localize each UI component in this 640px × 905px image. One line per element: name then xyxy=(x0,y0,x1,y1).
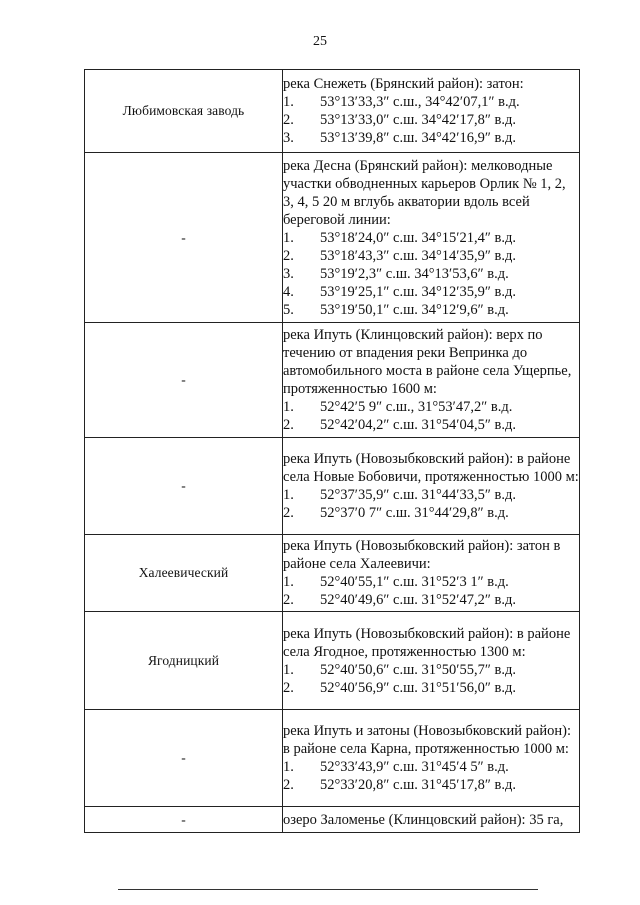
area-name-cell: - xyxy=(85,710,283,807)
area-name-cell: - xyxy=(85,807,283,833)
coordinate-number: 2. xyxy=(283,679,294,696)
coordinate-value: 53°13′33,3″ с.ш., 34°42′07,1″ в.д. xyxy=(320,94,520,110)
coordinate-number: 2. xyxy=(283,505,294,521)
area-description: озеро Заломенье (Клинцовский район): 35 га, xyxy=(283,811,564,828)
area-name-cell: - xyxy=(85,323,283,438)
coordinate-value: 52°33′20,8″ с.ш. 31°45′17,8″ в.д. xyxy=(320,777,516,793)
page-number: 25 xyxy=(313,34,327,49)
coordinate-value: 53°18′24,0″ с.ш. 34°15′21,4″ в.д. xyxy=(320,229,516,246)
area-description-cell xyxy=(283,70,580,153)
coordinate-value: 52°40′49,6″ с.ш. 31°52′47,2″ в.д. xyxy=(320,592,516,608)
coordinate-item xyxy=(283,111,579,129)
coordinate-value: 53°19′25,1″ с.ш. 34°12′35,9″ в.д. xyxy=(320,283,516,300)
coordinate-number: 1. xyxy=(283,574,294,590)
coordinate-list xyxy=(283,486,579,522)
area-description: река Десна (Брянский район): мелководные участки обводненных карьеров Орлик № 1, 2, 3, 4, 5 20 м вглубь акватории вдоль всей береговой линии: xyxy=(283,157,566,228)
coordinate-number: 1. xyxy=(283,94,294,110)
coordinate-number: 2. xyxy=(283,112,294,128)
coordinate-number: 5. xyxy=(283,301,294,318)
coordinate-value: 52°42′5 9″ с.ш., 31°53′47,2″ в.д. xyxy=(320,399,513,415)
coordinate-item xyxy=(283,301,579,319)
coordinate-item xyxy=(283,247,579,265)
area-description: река Ипуть (Новозыбковский район): в районе села Новые Бобовичи, протяженностью 1000 м: xyxy=(283,451,579,485)
coordinate-item xyxy=(283,129,579,147)
area-name-cell: Халеевический xyxy=(85,535,283,612)
coordinate-value: 53°13′39,8″ с.ш. 34°42′16,9″ в.д. xyxy=(320,130,516,146)
coordinate-list xyxy=(283,758,579,794)
coordinate-value: 52°37′35,9″ с.ш. 31°44′33,5″ в.д. xyxy=(320,487,516,503)
coordinate-number: 4. xyxy=(283,283,294,300)
table-row xyxy=(85,153,580,323)
coordinate-item xyxy=(283,591,579,609)
table-row xyxy=(85,612,580,710)
area-description: река Снежеть (Брянский район): затон: xyxy=(283,76,524,92)
coordinate-value: 53°19′50,1″ с.ш. 34°12′9,6″ в.д. xyxy=(320,301,509,318)
coordinate-value: 53°13′33,0″ с.ш. 34°42′17,8″ в.д. xyxy=(320,112,516,128)
coordinate-item xyxy=(283,776,579,794)
area-description: река Ипуть (Клинцовский район): верх по течению от впадения реки Вепринка до автомобильного моста в районе села Ущерпье, протяженностью 1600 м: xyxy=(283,327,572,397)
coordinate-item xyxy=(283,398,579,416)
area-name-cell: Ягодницкий xyxy=(85,612,283,710)
area-description-cell xyxy=(283,438,580,535)
coordinate-value: 52°40′56,9″ с.ш. 31°51′56,0″ в.д. xyxy=(320,679,516,696)
coordinate-list xyxy=(283,398,579,434)
area-description-cell xyxy=(283,535,580,612)
coordinate-list xyxy=(283,573,579,609)
area-description-cell xyxy=(283,323,580,438)
table-row xyxy=(85,807,580,833)
coordinate-item xyxy=(283,93,579,111)
area-description: река Ипуть и затоны (Новозыбковский район): в районе села Карна, протяженностью 1000 м: xyxy=(283,723,571,757)
coordinate-number: 2. xyxy=(283,592,294,608)
coordinate-number: 1. xyxy=(283,399,294,415)
coordinate-item xyxy=(283,679,579,697)
coordinate-item xyxy=(283,229,579,247)
coordinate-item xyxy=(283,504,579,522)
coordinate-item xyxy=(283,486,579,504)
coordinate-value: 52°40′50,6″ с.ш. 31°50′55,7″ в.д. xyxy=(320,661,516,678)
coordinate-value: 53°18′43,3″ с.ш. 34°14′35,9″ в.д. xyxy=(320,247,516,264)
coordinate-list xyxy=(283,229,579,319)
table-row xyxy=(85,710,580,807)
coordinate-number: 1. xyxy=(283,229,294,246)
coordinate-item xyxy=(283,661,579,679)
table-row xyxy=(85,438,580,535)
coordinate-number: 1. xyxy=(283,759,294,775)
coordinate-number: 2. xyxy=(283,417,294,433)
coordinate-item xyxy=(283,758,579,776)
coordinate-value: 52°37′0 7″ с.ш. 31°44′29,8″ в.д. xyxy=(320,505,509,521)
coordinate-number: 1. xyxy=(283,487,294,503)
coordinate-item xyxy=(283,416,579,434)
coordinate-item xyxy=(283,283,579,301)
table-row xyxy=(85,535,580,612)
area-description-cell xyxy=(283,153,580,323)
area-name-cell: Любимовская заводь xyxy=(85,70,283,153)
area-description: река Ипуть (Новозыбковский район): в районе села Ягодное, протяженностью 1300 м: xyxy=(283,625,571,660)
coordinate-value: 52°33′43,9″ с.ш. 31°45′4 5″ в.д. xyxy=(320,759,509,775)
area-description-cell xyxy=(283,807,580,833)
area-name-cell: - xyxy=(85,438,283,535)
bottom-divider-line xyxy=(118,889,538,890)
coordinate-item xyxy=(283,573,579,591)
coordinate-value: 52°40′55,1″ с.ш. 31°52′3 1″ в.д. xyxy=(320,574,509,590)
coordinate-value: 53°19′2,3″ с.ш. 34°13′53,6″ в.д. xyxy=(320,265,509,282)
coordinate-value: 52°42′04,2″ с.ш. 31°54′04,5″ в.д. xyxy=(320,417,516,433)
coordinate-item xyxy=(283,265,579,283)
coordinate-number: 2. xyxy=(283,777,294,793)
coordinate-number: 2. xyxy=(283,247,294,264)
coordinate-list xyxy=(283,661,579,697)
area-description-cell xyxy=(283,710,580,807)
coordinate-number: 1. xyxy=(283,661,294,678)
table-body xyxy=(85,70,580,833)
area-description: река Ипуть (Новозыбковский район): затон в районе села Халеевичи: xyxy=(283,538,561,572)
fishing-areas-table xyxy=(84,69,580,833)
area-description-cell xyxy=(283,612,580,710)
table-row xyxy=(85,323,580,438)
coordinate-number: 3. xyxy=(283,265,294,282)
coordinate-number: 3. xyxy=(283,130,294,146)
coordinate-list xyxy=(283,93,579,147)
table-row xyxy=(85,70,580,153)
area-name-cell: - xyxy=(85,153,283,323)
